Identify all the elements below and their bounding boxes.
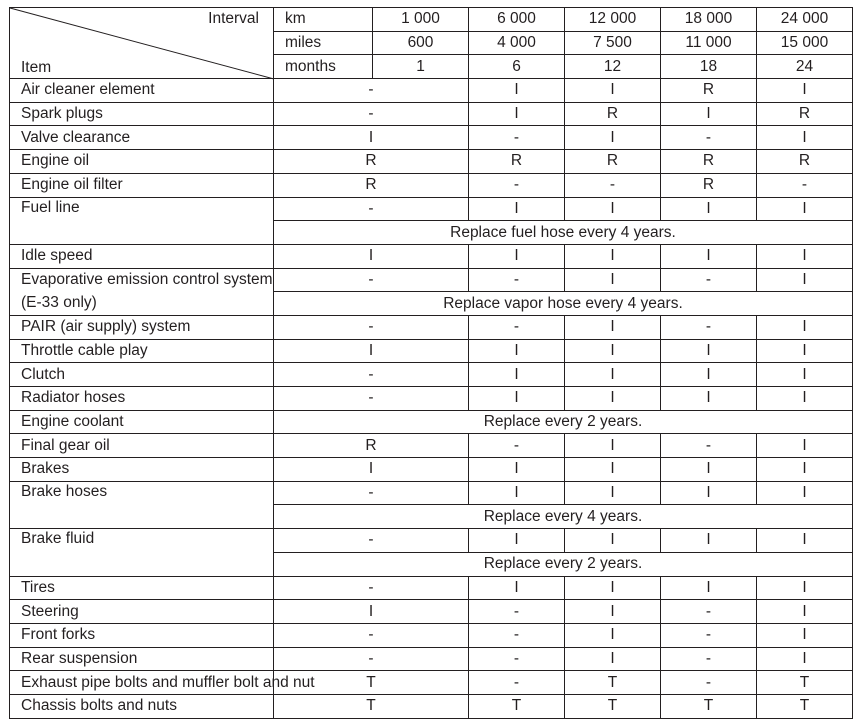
table-row xyxy=(10,671,853,695)
table-row xyxy=(10,126,853,150)
schedule-cell: - xyxy=(661,671,757,695)
replacement-note: Replace every 2 years. xyxy=(274,552,853,576)
replacement-note: Replace fuel hose every 4 years. xyxy=(274,221,853,245)
schedule-cell: - xyxy=(469,600,565,624)
schedule-cell: I xyxy=(757,647,853,671)
schedule-cell: - xyxy=(274,197,469,221)
table-row xyxy=(10,363,853,387)
item-name: Tires xyxy=(10,576,274,600)
replacement-note: Replace every 4 years. xyxy=(274,505,853,529)
schedule-cell: - xyxy=(661,600,757,624)
schedule-cell: I xyxy=(565,79,661,103)
schedule-cell: I xyxy=(565,434,661,458)
schedule-cell: I xyxy=(469,339,565,363)
schedule-cell: - xyxy=(469,671,565,695)
schedule-cell: I xyxy=(274,339,469,363)
schedule-cell: I xyxy=(757,197,853,221)
schedule-cell: I xyxy=(757,434,853,458)
table-row xyxy=(10,79,853,103)
unit-months: months xyxy=(274,55,373,79)
schedule-cell: I xyxy=(757,481,853,505)
schedule-cell: T xyxy=(757,694,853,718)
item-name: Exhaust pipe bolts and muffler bolt and nut xyxy=(10,671,274,695)
schedule-cell: R xyxy=(565,102,661,126)
km-value: 1 000 xyxy=(373,8,469,32)
table-row xyxy=(10,173,853,197)
item-name: Final gear oil xyxy=(10,434,274,458)
maintenance-schedule xyxy=(9,7,852,719)
schedule-cell: - xyxy=(274,481,469,505)
schedule-cell: I xyxy=(565,126,661,150)
schedule-cell: T xyxy=(565,694,661,718)
schedule-cell: I xyxy=(565,197,661,221)
header-corner xyxy=(10,8,274,79)
note-row xyxy=(10,292,853,316)
schedule-cell: I xyxy=(469,197,565,221)
months-value: 24 xyxy=(757,55,853,79)
schedule-cell: - xyxy=(274,387,469,411)
schedule-cell: I xyxy=(274,600,469,624)
schedule-cell: - xyxy=(661,126,757,150)
schedule-cell: I xyxy=(757,126,853,150)
schedule-cell: I xyxy=(469,458,565,482)
table-row xyxy=(10,315,853,339)
item-name: Front forks xyxy=(10,623,274,647)
item-name: Fuel line xyxy=(10,197,274,244)
schedule-cell: - xyxy=(274,576,469,600)
table-row xyxy=(10,410,853,434)
schedule-cell: - xyxy=(565,173,661,197)
table-row xyxy=(10,197,853,221)
miles-value: 7 500 xyxy=(565,31,661,55)
item-name: Radiator hoses xyxy=(10,387,274,411)
item-name: Clutch xyxy=(10,363,274,387)
miles-value: 15 000 xyxy=(757,31,853,55)
schedule-cell: I xyxy=(469,79,565,103)
schedule-cell: R xyxy=(661,173,757,197)
schedule-cell: R xyxy=(469,150,565,174)
item-name: Throttle cable play xyxy=(10,339,274,363)
schedule-cell: I xyxy=(757,623,853,647)
table-row xyxy=(10,481,853,505)
item-name: Air cleaner element xyxy=(10,79,274,103)
schedule-cell: I xyxy=(661,339,757,363)
schedule-cell: - xyxy=(661,623,757,647)
item-name: Chassis bolts and nuts xyxy=(10,694,274,718)
schedule-cell: I xyxy=(469,244,565,268)
schedule-cell: I xyxy=(469,481,565,505)
schedule-cell: - xyxy=(469,434,565,458)
months-value: 18 xyxy=(661,55,757,79)
schedule-cell: I xyxy=(565,387,661,411)
table-row xyxy=(10,387,853,411)
maintenance-table xyxy=(9,7,853,719)
schedule-cell: I xyxy=(757,363,853,387)
schedule-cell: - xyxy=(274,315,469,339)
schedule-cell: I xyxy=(565,647,661,671)
schedule-cell: - xyxy=(274,268,469,292)
months-value: 6 xyxy=(469,55,565,79)
schedule-cell: T xyxy=(274,694,469,718)
table-row xyxy=(10,244,853,268)
schedule-cell: I xyxy=(757,600,853,624)
item-name: Brake hoses xyxy=(10,481,274,528)
schedule-cell: - xyxy=(274,363,469,387)
schedule-cell: - xyxy=(469,268,565,292)
schedule-cell: I xyxy=(469,102,565,126)
schedule-cell: R xyxy=(757,150,853,174)
item-name-continued: (E-33 only) xyxy=(10,292,274,316)
miles-value: 600 xyxy=(373,31,469,55)
table-row xyxy=(10,600,853,624)
schedule-cell: I xyxy=(274,126,469,150)
schedule-cell: I xyxy=(661,102,757,126)
header-row-km xyxy=(10,8,853,32)
schedule-cell: I xyxy=(565,339,661,363)
item-name: Brake fluid xyxy=(10,529,274,576)
schedule-cell: I xyxy=(757,315,853,339)
schedule-cell: T xyxy=(565,671,661,695)
km-value: 18 000 xyxy=(661,8,757,32)
schedule-cell: I xyxy=(274,244,469,268)
table-row xyxy=(10,339,853,363)
schedule-cell: - xyxy=(274,102,469,126)
schedule-cell: I xyxy=(661,481,757,505)
km-value: 12 000 xyxy=(565,8,661,32)
unit-miles: miles xyxy=(274,31,373,55)
schedule-cell: I xyxy=(565,623,661,647)
item-name: Idle speed xyxy=(10,244,274,268)
schedule-cell: - xyxy=(274,647,469,671)
schedule-cell: I xyxy=(757,339,853,363)
schedule-cell: R xyxy=(661,150,757,174)
schedule-cell: - xyxy=(274,79,469,103)
schedule-cell: I xyxy=(661,387,757,411)
schedule-cell: - xyxy=(469,126,565,150)
schedule-cell: - xyxy=(661,315,757,339)
table-row xyxy=(10,102,853,126)
table-row xyxy=(10,694,853,718)
replacement-note: Replace every 2 years. xyxy=(274,410,853,434)
table-row xyxy=(10,576,853,600)
table-row xyxy=(10,529,853,553)
item-name: PAIR (air supply) system xyxy=(10,315,274,339)
schedule-cell: R xyxy=(274,434,469,458)
schedule-cell: - xyxy=(469,623,565,647)
schedule-cell: I xyxy=(661,197,757,221)
schedule-cell: I xyxy=(757,268,853,292)
item-name: Valve clearance xyxy=(10,126,274,150)
table-row xyxy=(10,647,853,671)
schedule-cell: - xyxy=(757,173,853,197)
schedule-cell: R xyxy=(661,79,757,103)
interval-label: Interval xyxy=(208,10,259,27)
schedule-cell: I xyxy=(757,458,853,482)
schedule-cell: I xyxy=(565,244,661,268)
item-name: Engine coolant xyxy=(10,410,274,434)
item-name: Engine oil filter xyxy=(10,173,274,197)
schedule-cell: I xyxy=(661,458,757,482)
schedule-cell: I xyxy=(565,268,661,292)
item-name: Steering xyxy=(10,600,274,624)
miles-value: 11 000 xyxy=(661,31,757,55)
schedule-cell: I xyxy=(565,576,661,600)
schedule-cell: R xyxy=(757,102,853,126)
schedule-cell: I xyxy=(565,315,661,339)
schedule-cell: T xyxy=(274,671,469,695)
schedule-cell: - xyxy=(274,529,469,553)
schedule-cell: I xyxy=(757,387,853,411)
schedule-cell: - xyxy=(661,434,757,458)
km-value: 6 000 xyxy=(469,8,565,32)
replacement-note: Replace vapor hose every 4 years. xyxy=(274,292,853,316)
schedule-cell: I xyxy=(469,576,565,600)
schedule-cell: I xyxy=(565,481,661,505)
schedule-cell: I xyxy=(661,244,757,268)
table-row xyxy=(10,150,853,174)
schedule-cell: T xyxy=(757,671,853,695)
km-value: 24 000 xyxy=(757,8,853,32)
schedule-cell: - xyxy=(661,647,757,671)
schedule-cell: - xyxy=(469,315,565,339)
schedule-cell: I xyxy=(469,529,565,553)
schedule-cell: I xyxy=(757,576,853,600)
item-name: Evaporative emission control system xyxy=(10,268,274,292)
schedule-cell: I xyxy=(565,600,661,624)
item-name: Rear suspension xyxy=(10,647,274,671)
table-row xyxy=(10,434,853,458)
schedule-cell: R xyxy=(565,150,661,174)
schedule-cell: - xyxy=(469,173,565,197)
miles-value: 4 000 xyxy=(469,31,565,55)
schedule-cell: - xyxy=(661,268,757,292)
schedule-cell: I xyxy=(274,458,469,482)
months-value: 12 xyxy=(565,55,661,79)
schedule-cell: I xyxy=(661,363,757,387)
schedule-cell: I xyxy=(469,363,565,387)
schedule-cell: R xyxy=(274,173,469,197)
table-row xyxy=(10,458,853,482)
schedule-cell: T xyxy=(469,694,565,718)
table-row xyxy=(10,623,853,647)
schedule-cell: I xyxy=(565,529,661,553)
schedule-cell: I xyxy=(757,79,853,103)
schedule-cell: I xyxy=(565,363,661,387)
unit-km: km xyxy=(274,8,373,32)
schedule-cell: R xyxy=(274,150,469,174)
item-label: Item xyxy=(21,59,52,77)
schedule-cell: I xyxy=(661,529,757,553)
schedule-cell: I xyxy=(565,458,661,482)
schedule-cell: I xyxy=(757,529,853,553)
table-row xyxy=(10,268,853,292)
months-value: 1 xyxy=(373,55,469,79)
item-name: Spark plugs xyxy=(10,102,274,126)
schedule-cell: I xyxy=(757,244,853,268)
schedule-cell: - xyxy=(469,647,565,671)
schedule-cell: - xyxy=(274,623,469,647)
item-name: Brakes xyxy=(10,458,274,482)
schedule-cell: T xyxy=(661,694,757,718)
schedule-cell: I xyxy=(661,576,757,600)
item-name: Engine oil xyxy=(10,150,274,174)
schedule-cell: I xyxy=(469,387,565,411)
